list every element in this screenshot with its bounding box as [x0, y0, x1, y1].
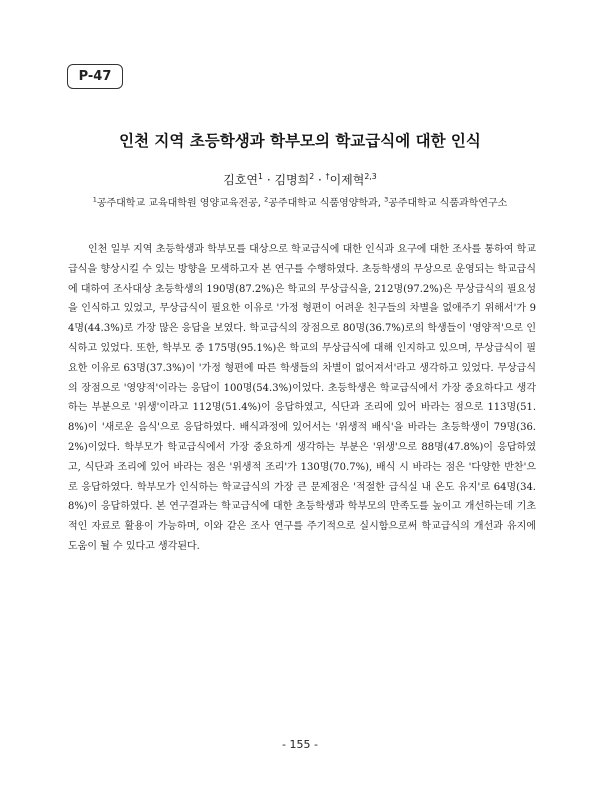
abstract-body: 인천 일부 지역 초등학생과 학부모를 대상으로 학교급식에 대한 인식과 요구에 대한 조사를 통하여 학교급식을 향상시킬 수 있는 방향을 모색하고자 본 연구를 수행하였다. 초등학생의 무상으로 운영되는 학교급식에 대하여 조사대상 초등학생의 190명(87.2%)은 학교의 무상급식을, 212명(97.2%)은 무상급식의 필요성을 인식하고 있었고, 무상급식이 필요한 이유로 '가정 형편이 어려운 친구들의 차별을 없애주기 위해서'가 94명(44.3%)로 가장 많은 응답을 보였다. 학교급식의 장점으로 80명(36.7%)로의 학생들이 '영양적'으로 인식하고 있었다. 또한, 학부모 중 175명(95.1%)은 학교의 무상급식에 대해 인지하고 있으며, 무상급식이 필요한 이유로 63명(37.3%)이 '가정 형편에 따른 학생들의 차별이 없어져서'라고 생각하고 있었다. 무상급식의 장점으로 '영양적'이라는 응답이 100명(54.3%)이었다. 초등학생은 학교급식에서 가장 중요하다고 생각하는 부분으로 '위생'이라고 112명(51.4%)이 응답하였고, 식단과 조리에 있어 바라는 점으로 113명(51.8%)이 '새로운 음식'으로 응답하였다. 배식과정에 있어서는 '위생적 배식'을 바라는 초등학생이 79명(36.2%)이었다. 학부모가 학교급식에서 가장 중요하게 생각하는 부분은 '위생'으로 88명(47.8%)이 응답하였고, 식단과 조리에 있어 바라는 점은 '위생적 조리'가 130명(70.7%), 배식 시 바라는 점은 '다양한 반찬'으로 응답하였다. 학부모가 인식하는 학교급식의 가장 큰 문제점은 '적절한 급식실 내 온도 유지'로 64명(34.8%)이 응답하였다. 본 연구결과는 학교급식에 대한 초등학생과 학부모의 만족도를 높이고 개선하는데 기초적인 자료로 활용이 가능하며, 이와 같은 조사 연구를 주기적으로 실시함으로써 학교급식의 개선과 유지에 도움이 될 수 있다고 생각된다. [68, 244, 536, 552]
author-name: 김호연 [223, 173, 259, 187]
author-name: 이제혁 [329, 173, 365, 187]
author-affiliation-mark: 2,3 [364, 172, 377, 181]
affiliation-separator: , [257, 198, 265, 209]
author-affiliation-mark: 1 [258, 172, 263, 181]
author-separator: · [314, 173, 326, 187]
affiliation-mark: 2 [264, 195, 269, 204]
corresponding-author-mark: † [325, 172, 330, 181]
affiliation-text: 공주대학교 교육대학원 영양교육전공 [96, 198, 258, 209]
author-list [0, 171, 600, 188]
poster-number-badge: P-47 [67, 64, 123, 89]
affiliation-separator: , [377, 198, 385, 209]
affiliation-text: 공주대학교 식품과학연구소 [388, 198, 508, 209]
author-affiliation-mark: 2 [309, 172, 315, 181]
author-separator: · [263, 173, 275, 187]
page-number: - 155 - [282, 738, 318, 751]
affiliation-mark: 1 [92, 195, 97, 204]
paper-title: 인천 지역 초등학생과 학부모의 학교급식에 대한 인식 [119, 132, 481, 150]
affiliation-text: 공주대학교 식품영양학과 [268, 198, 378, 209]
author-name: 김명희 [274, 173, 310, 187]
affiliation-mark: 3 [384, 195, 389, 204]
affiliation-list [0, 194, 600, 209]
